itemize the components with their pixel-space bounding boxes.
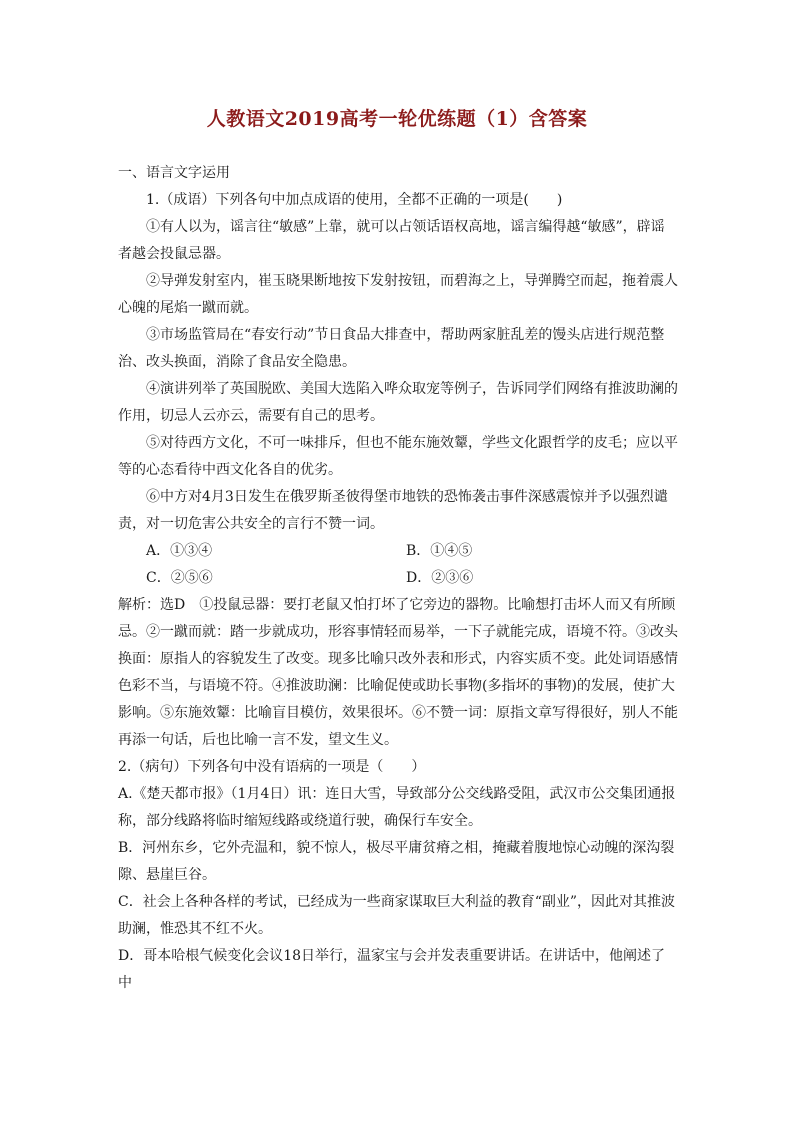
question-1-item-4: ④演讲列举了英国脱欧、美国大选陷入哗众取宠等例子，告诉同学们网络有推波助澜的作用，切忌人云亦云，需要有自己的思考。 xyxy=(118,381,678,424)
section-heading: 一、语言文字运用 xyxy=(118,165,230,181)
question-2-stem: 2.（病句）下列各句中没有语病的一项是（ ） xyxy=(118,759,426,775)
question-1-item-3: ③市场监管局在“春安行动”节日食品大排查中，帮助两家脏乱差的馒头店进行规范整治、改头换面，消除了食品安全隐患。 xyxy=(118,327,665,370)
question-2-option-a: A.《楚天都市报》（1月4日）讯：连日大雪，导致部分公交线路受阻，武汉市公交集团通报称，部分线路将临时缩短线路或绕道行驶，确保行车安全。 xyxy=(118,786,676,829)
question-1-stem: 1.（成语）下列各句中加点成语的使用，全都不正确的一项是( ) xyxy=(146,192,563,208)
question-1-item-6: ⑥中方对4月3日发生在俄罗斯圣彼得堡市地铁的恐怖袭击事件深感震惊并予以强烈谴责，对一切危害公共安全的言行不赞一词。 xyxy=(118,489,668,532)
question-2-option-d: D．哥本哈根气候变化会议18日举行，温家宝与会并发表重要讲话。在讲话中，他阐述了中 xyxy=(118,948,666,991)
question-1-item-5: ⑤对待西方文化，不可一味排斥，但也不能东施效颦，学些文化跟哲学的皮毛；应以平等的心态看待中西文化各自的优劣。 xyxy=(118,435,678,478)
question-1-options-row-1 xyxy=(146,538,678,565)
question-1-option-b: B．①④⑤ xyxy=(406,543,473,559)
question-1-analysis: 解析：选D ①投鼠忌器：要打老鼠又怕打坏了它旁边的器物。比喻想打击坏人而又有所顾忌。②一蹴而就：踏一步就成功，形容事情轻而易举，一下子就能完成，语境不符。③改头换面：原指人的容貌发生了改变。现多比喻只改外表和形式，内容实质不变。此处词语感情色彩不当，与语境不符。④推波助澜：比喻促使或助长事物(多指坏的事物)的发展，使扩大影响。⑤东施效颦：比喻盲目模仿，效果很坏。⑥不赞一词：原指文章写得很好，别人不能再添一句话，后也比喻一言不发，望文生义。 xyxy=(118,597,678,748)
question-1-item-2: ②导弹发射室内，崔玉晓果断地按下发射按钮，而碧海之上，导弹腾空而起，拖着震人心魄的尾焰一蹴而就。 xyxy=(118,273,678,316)
question-1-option-a: A．①③④ xyxy=(146,543,213,559)
question-1-item-1: ①有人以为，谣言往“敏感”上靠，就可以占领话语权高地，谣言编得越“敏感”，辟谣者越会投鼠忌器。 xyxy=(118,219,665,262)
question-2-option-c: C．社会上各种各样的考试，已经成为一些商家谋取巨大利益的教育“副业”，因此对其推波助澜，惟恐其不红不火。 xyxy=(118,894,676,937)
document-body xyxy=(118,160,678,997)
question-1-option-c: C．②⑤⑥ xyxy=(146,570,213,586)
question-2-option-b: B．河州东乡，它外壳温和，貌不惊人，极尽平庸贫瘠之相，掩藏着腹地惊心动魄的深沟裂隙、悬崖巨谷。 xyxy=(118,840,675,883)
document-title: 人教语文2019高考一轮优练题（1）含答案 xyxy=(206,108,588,130)
question-1-option-d: D．②③⑥ xyxy=(406,570,474,586)
question-1-options-row-2 xyxy=(146,565,678,592)
